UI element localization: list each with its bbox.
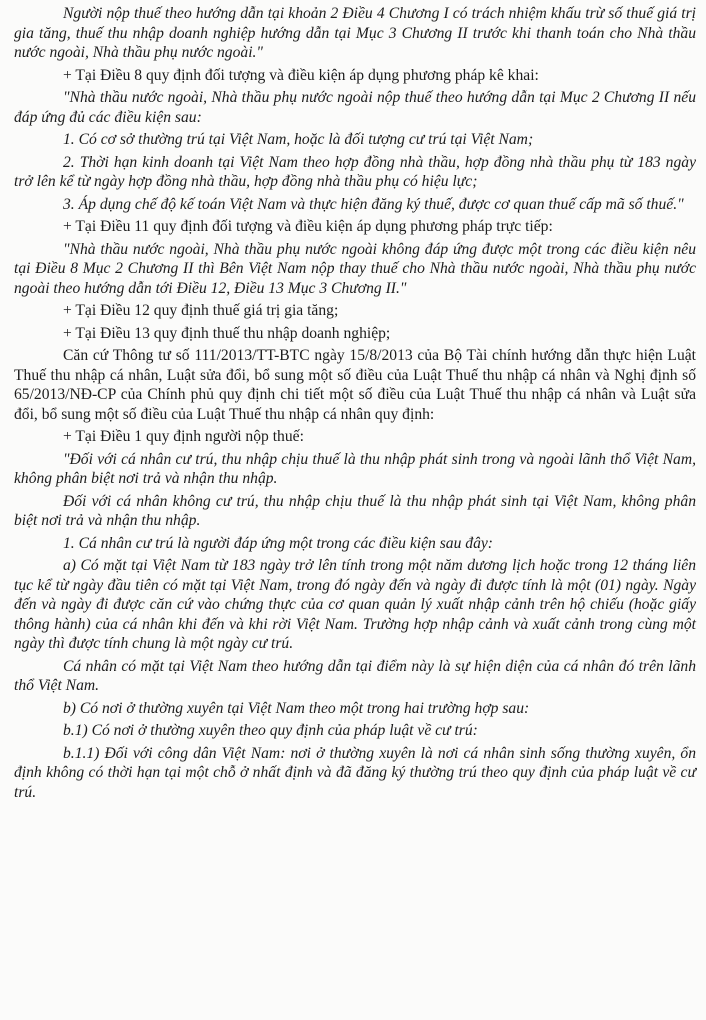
- paragraph-condition-b1: b.1) Có nơi ở thường xuyên theo quy định của pháp luật về cư trú:: [63, 722, 478, 739]
- paragraph-resident-definition: 1. Cá nhân cư trú là người đáp ứng một trong các điều kiện sau đây:: [63, 534, 493, 552]
- paragraph-condition-b11: b.1.1) Đối với công dân Việt Nam: nơi ở thường xuyên là nơi cá nhân sinh sống thường xuyên, ổn định không có thời hạn tại một chỗ ở nhất định và đã đăng ký thường trú theo quy định của pháp luật về cư trú.: [14, 744, 696, 801]
- paragraph-circular-111: Căn cứ Thông tư số 111/2013/TT-BTC ngày 15/8/2013 của Bộ Tài chính hướng dẫn thực hiện Luật Thuế thu nhập cá nhân, Luật sửa đổi, bổ sung một số điều của Luật Thuế thu nhập cá nhân và Nghị định số 65/2013/NĐ-CP của Chính phủ quy định chi tiết một số điều của Luật Thuế thu nhập cá nhân và Luật sửa đổi, bổ sung một số điều của Luật Thuế thu nhập cá nhân quy định:: [14, 347, 696, 423]
- paragraph-condition-1: 1. Có cơ sở thường trú tại Việt Nam, hoặc là đối tượng cư trú tại Việt Nam;: [63, 131, 534, 148]
- paragraph-article-11-text: "Nhà thầu nước ngoài, Nhà thầu phụ nước ngoài không đáp ứng được một trong các điều kiện nêu tại Điều 8 Mục 2 Chương II thì Bên Việt Nam nộp thay thuế cho Nhà thầu nước ngoài, Nhà thầu phụ nước ngoài theo hướng dẫn tới Điều 12, Điều 13 Mục 3 Chương II.": [14, 240, 696, 297]
- paragraph-condition-3: 3. Áp dụng chế độ kế toán Việt Nam và thực hiện đăng ký thuế, được cơ quan thuế cấp mã số thuế.": [63, 195, 684, 213]
- paragraph-resident-income: "Đối với cá nhân cư trú, thu nhập chịu thuế là thu nhập phát sinh trong và ngoài lãnh thổ Việt Nam, không phân biệt nơi trả và nhận thu nhập.: [14, 450, 696, 487]
- paragraph-article-13: + Tại Điều 13 quy định thuế thu nhập doanh nghiệp;: [63, 324, 391, 342]
- paragraph-article-8-intro: "Nhà thầu nước ngoài, Nhà thầu phụ nước ngoài nộp thuế theo hướng dẫn tại Mục 2 Chương II nếu đáp ứng đủ các điều kiện sau:: [14, 89, 696, 126]
- paragraph-condition-2: 2. Thời hạn kinh doanh tại Việt Nam theo hợp đồng nhà thầu, hợp đồng nhà thầu phụ từ 183 ngày trở lên kể từ ngày hợp đồng nhà thầu, hợp đồng nhà thầu phụ có hiệu lực;: [14, 153, 696, 190]
- paragraph-article-8-heading: + Tại Điều 8 quy định đối tượng và điều kiện áp dụng phương pháp kê khai:: [63, 66, 539, 84]
- paragraph-article-12: + Tại Điều 12 quy định thuế giá trị gia tăng;: [63, 302, 339, 319]
- paragraph-article-11-heading: + Tại Điều 11 quy định đối tượng và điều kiện áp dụng phương pháp trực tiếp:: [63, 218, 553, 235]
- paragraph-withholding-obligation: Người nộp thuế theo hướng dẫn tại khoản 2 Điều 4 Chương I có trách nhiệm khấu trừ số thuế giá trị gia tăng, thuế thu nhập doanh nghiệp hướng dẫn tại Mục 3 Chương II trước khi thanh toán cho Nhà thầu nước ngoài, Nhà thầu phụ nước ngoài.": [14, 5, 696, 61]
- paragraph-presence-note: Cá nhân có mặt tại Việt Nam theo hướng dẫn tại điểm này là sự hiện diện của cá nhân đó trên lãnh thổ Việt Nam.: [14, 657, 696, 694]
- paragraph-condition-a: a) Có mặt tại Việt Nam từ 183 ngày trở lên tính trong một năm dương lịch hoặc trong 12 tháng liên tục kể từ ngày đầu tiên có mặt tại Việt Nam, trong đó ngày đến và ngày đi được tính là một (01) ngày. Ngày đến và ngày đi được căn cứ vào chứng thực của cơ quan quản lý xuất nhập cảnh trên hộ chiếu (hoặc giấy thông hành) của cá nhân khi đến và khi rời Việt Nam. Trường hợp nhập cảnh và xuất cảnh trong cùng một ngày thì được tính chung là một ngày cư trú.: [14, 557, 696, 652]
- paragraph-nonresident-income: Đối với cá nhân không cư trú, thu nhập chịu thuế là thu nhập phát sinh tại Việt Nam, không phân biệt nơi trả và nhận thu nhập.: [14, 492, 696, 529]
- paragraph-article-1-heading: + Tại Điều 1 quy định người nộp thuế:: [63, 428, 304, 445]
- paragraph-condition-b: b) Có nơi ở thường xuyên tại Việt Nam theo một trong hai trường hợp sau:: [63, 699, 530, 717]
